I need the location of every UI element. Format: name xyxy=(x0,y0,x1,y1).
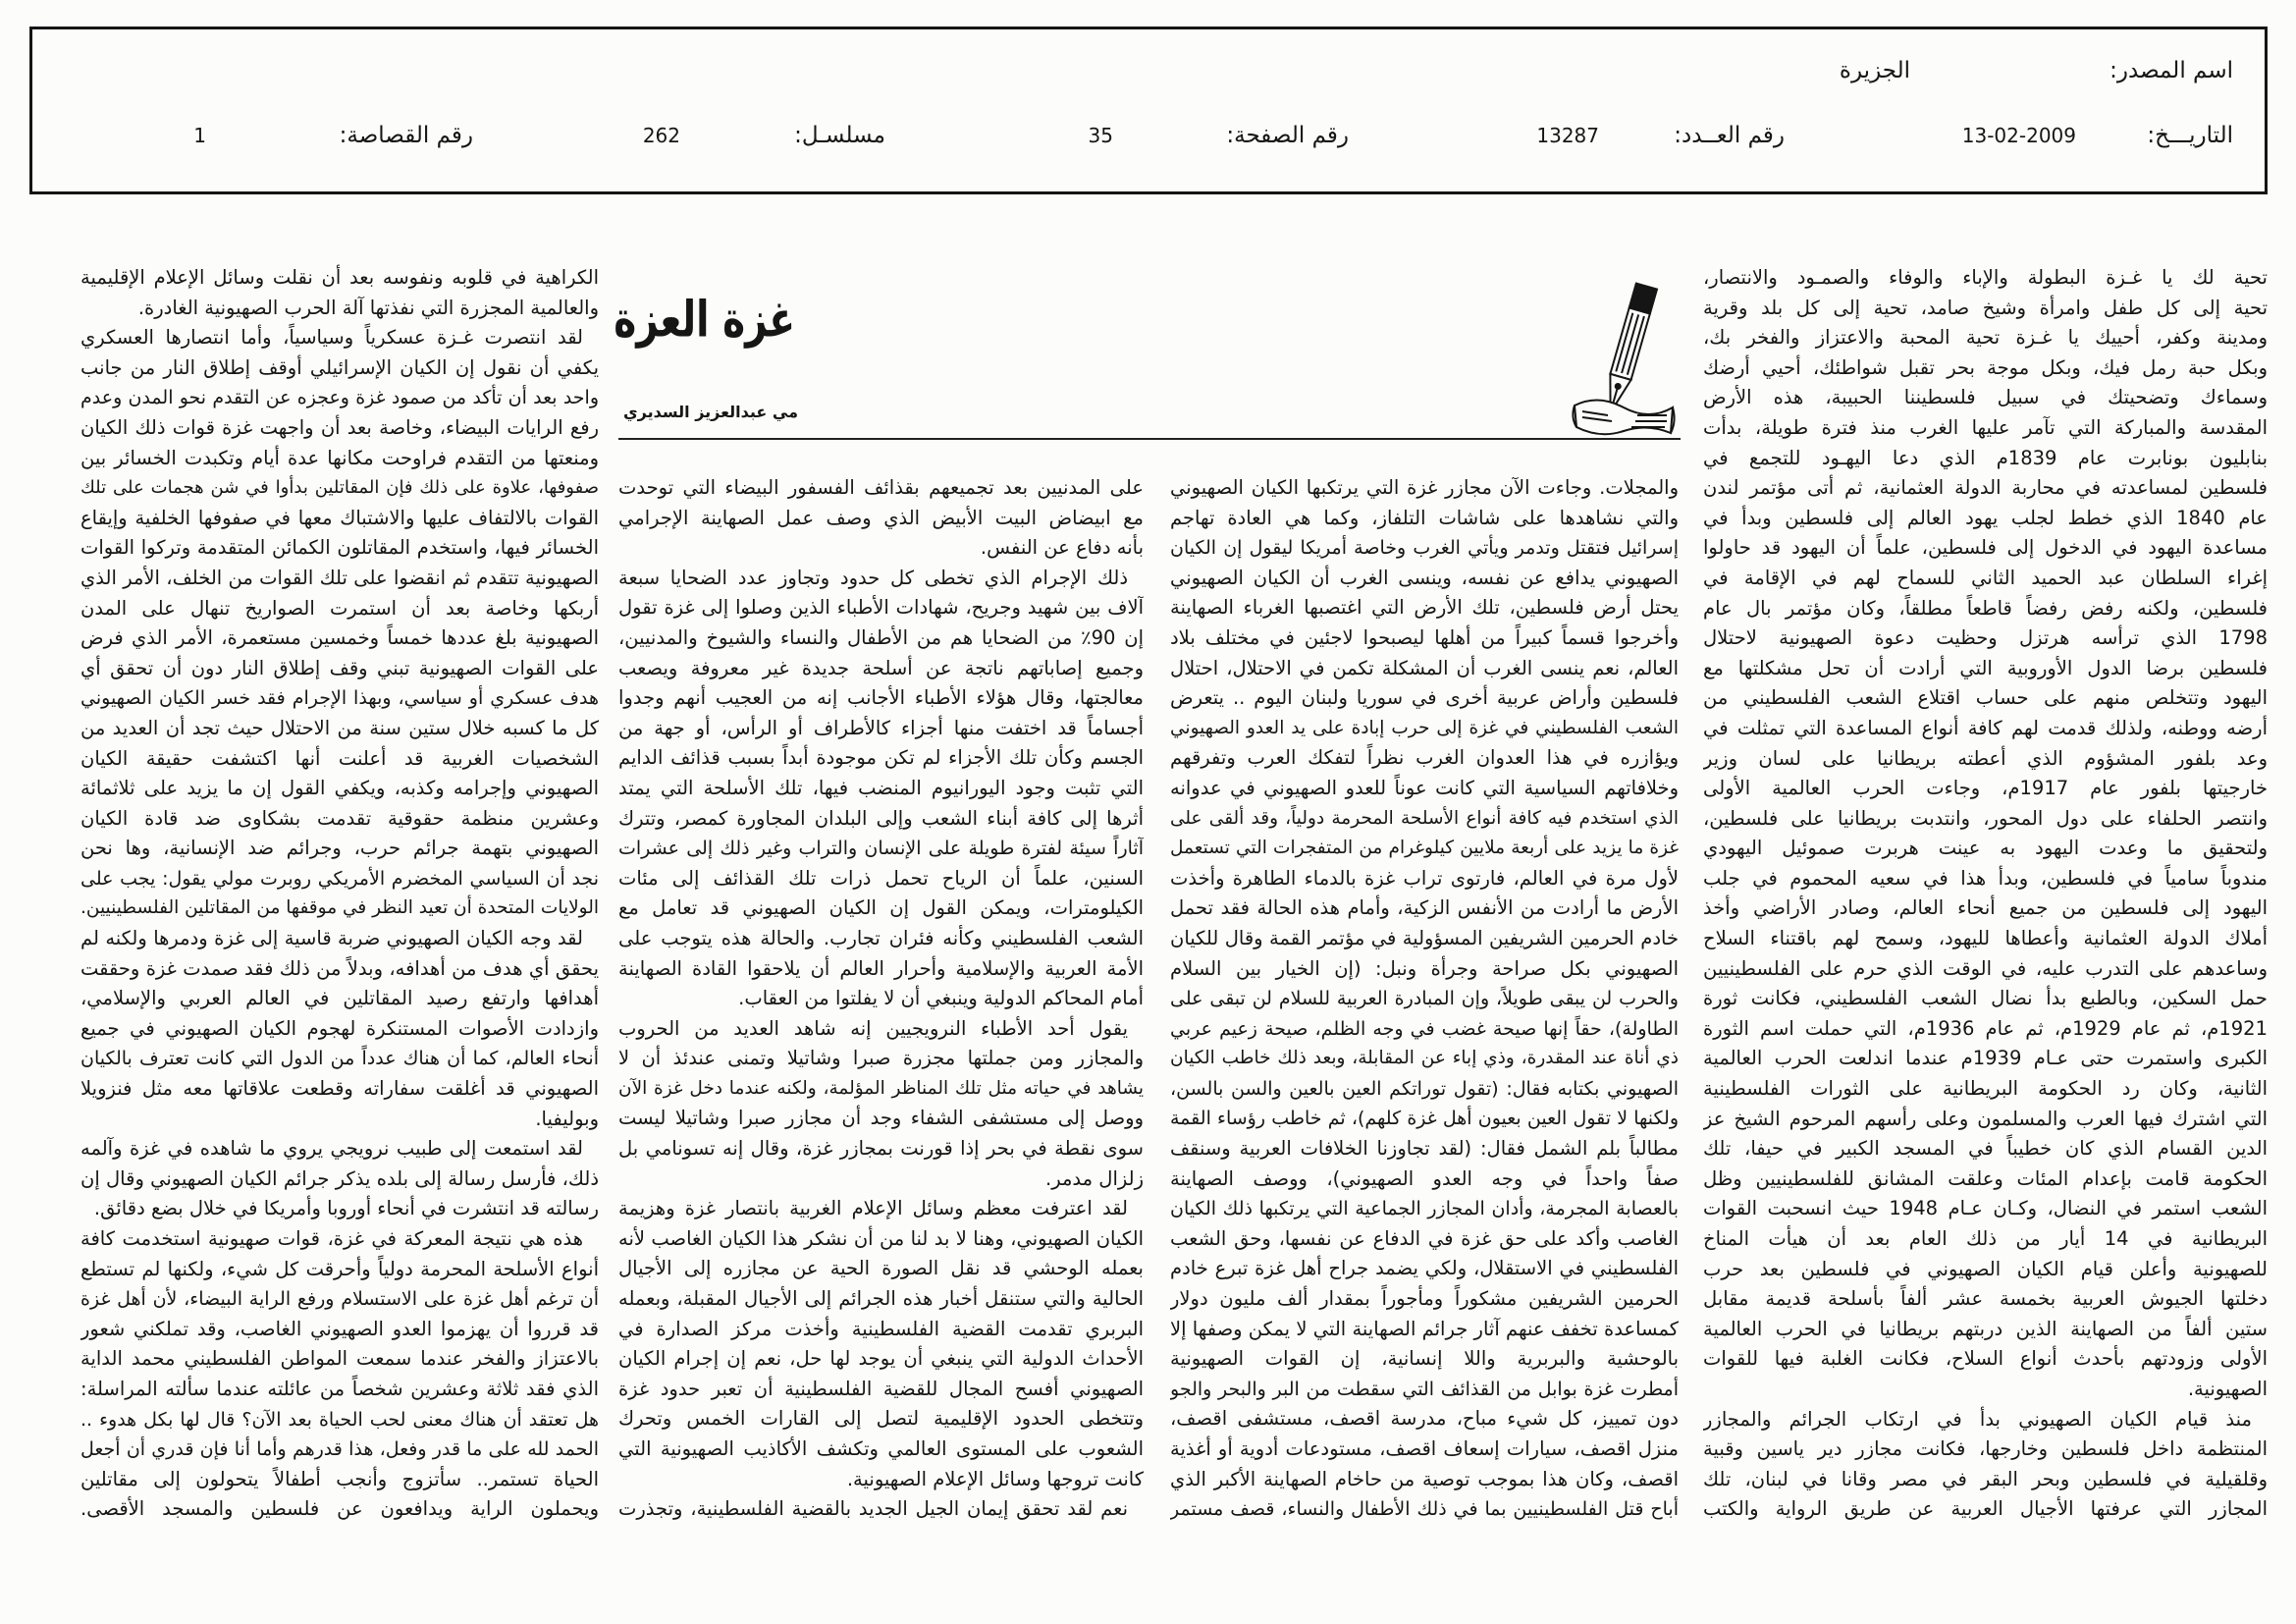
text-line: الشخصيات الغربية قد أعلنت أنها اكتشفت حقيقة الكيان xyxy=(80,746,599,770)
text-line: الطاولة)، حقاً إنها صيحة غضب في وجه الظلم، صيحة زعيم عربي xyxy=(1170,1017,1679,1040)
text-line: لقد وجه الكيان الصهيوني ضربة قاسية إلى غزة ودمرها ولكنه لم xyxy=(80,927,583,950)
text-line: صفاً واحداً في وجه العدو الصهيوني)، ووصف الصهاينة xyxy=(1170,1166,1679,1190)
text-line: فلسطين برضا الدول الأوروبية التي أرادت أن تحل مشكلتها مع xyxy=(1703,656,2268,679)
text-line: هل تعتقد أن هناك معنى لحب الحياة بعد الآن؟ قال لها بكل هدوء .. xyxy=(80,1408,599,1431)
text-line: وجميع إصاباتهم ناتجة عن أسلحة جديدة غير معروفة ويصعب xyxy=(618,656,1144,679)
text-line: فلسطين وأراض عربية أخرى في سوريا ولبنان اليوم .. يتعرض xyxy=(1170,686,1679,710)
text-line: بنابليون بونابرت عام 1839م الذي دعا اليهـود للتجمع في xyxy=(1703,446,2268,469)
text-line: المجازر التي عرفتها الأجيال العربية عن طريق الرواية والكتب xyxy=(1703,1497,2268,1521)
text-line: منزل اقصف، سيارات إسعاف اقصف، مستودعات أدوية أو أغذية xyxy=(1170,1437,1679,1460)
text-line: هذه هي نتيجة المعركة في غزة، قوات صهيونية استخدمت كافة xyxy=(80,1227,583,1250)
text-line: دخلتها الجيوش العربية بخمسة عشر ألفاً بأسلحة قديمة مقابل xyxy=(1703,1287,2268,1311)
text-line: مطالباً بلم الشمل فقال: (لقد تجاوزنا الخلافات العربية وسنقف xyxy=(1170,1137,1679,1161)
text-line: أباح قتل الفلسطينيين بما في ذلك الأطفال والنساء، قصف مستمر xyxy=(1170,1498,1679,1521)
text-line: الذي فقد ثلاثة وعشرين شخصاً من عائلته عندما سألته المراسلة: xyxy=(80,1377,599,1400)
text-line: الصهيوني قد أغلقت سفاراته وقطعت علاقاتها معه مثل فنزويلا xyxy=(80,1077,599,1101)
text-line: والمجازر ومن جملتها مجزرة صبرا وشاتيلا وتمنى عندئذ أن لا xyxy=(618,1047,1144,1070)
text-line: الصهيوني يدافع عن نفسه، وينسى الغرب أن الكيان الصهيوني xyxy=(1170,566,1679,589)
text-line: لقد استمعت إلى طبيب نرويجي يروي ما شاهده في غزة وآلمه xyxy=(80,1137,583,1161)
text-line: الكبرى واستمرت حتى عـام 1939م عندما اندلعت الحرب العالمية xyxy=(1703,1047,2268,1070)
text-line: قد قرروا أن يهزموا العدو الصهيوني الغاصب، وقد تملكني شعور xyxy=(80,1317,599,1340)
text-line: أثرها إلى كافة أبناء الشعب وإلى البلدان المجاورة كمصر، وتترك xyxy=(618,806,1144,830)
text-line: غزة ما يزيد على أربعة ملايين كيلوغرام من المتفجرات التي تستعمل xyxy=(1170,838,1679,859)
text-line: خارجيتها بلفور عام 1917م، وجاءت الحرب العالمية الأولى xyxy=(1703,777,2268,800)
text-line: الكيان الصهيوني، وهنا لا بد لنا من أن نشكر هذا الكيان الغاصب لأنه xyxy=(618,1226,1144,1250)
text-line: نعم لقد تحقق إيمان الجيل الجديد بالقضية الفلسطينية، وتجذرت xyxy=(618,1497,1128,1521)
text-line: الولايات المتحدة أن تعيد النظر في موقفها من المقاتلين الفلسطينيين. xyxy=(80,897,599,919)
paragraph xyxy=(618,1014,1144,1195)
text-line: الحمد لله على ما قدر وفعل، هذا قدرهم وأما أنا فإن قدري أن أجعل xyxy=(80,1438,599,1461)
text-line: الكيلومترات، ويمكن القول إن الكيان الصهيوني قد تعامل مع xyxy=(618,896,1144,920)
paragraph xyxy=(80,263,599,323)
date-label: التاريـــخ: xyxy=(2147,123,2233,148)
text-line: أجساماً قد اختفت منها أجزاء كالأطراف أو الرأس، أو جهة من xyxy=(618,716,1144,739)
column-4 xyxy=(80,263,599,1525)
text-line: الأحداث الدولية التي ينبغي أن يوجد لها حل، نعم إن إجرام الكيان xyxy=(618,1347,1144,1371)
text-line: الحياة تستمر.. سأتزوج وأنجب أطفالاً يتحولون إلى مقاتلين xyxy=(80,1467,599,1490)
text-line: نجد أن السياسي المخضرم الأمريكي روبرت مولي يقول: يجب على xyxy=(80,867,599,890)
text-line: أنحاء العالم، كما أن هناك عدداً من الدول التي كانت تعترف بالكيان xyxy=(80,1048,599,1070)
page-label: رقم الصفحة: xyxy=(1226,123,1349,148)
text-line: الأرض ما أرادت من الأنفس الزكية، وأمام هذه الحالة فقد تحمل xyxy=(1170,896,1679,920)
text-line: لأول مرة في العالم، فارتوى تراب غزة بالدماء الطاهرة وأخذت xyxy=(1170,866,1679,890)
text-line: ذلك، فأرسل رسالة إلى بلده يذكر جرائم الكيان الصهيوني وقال إن xyxy=(80,1166,599,1190)
text-line: صفوفها، علاوة على ذلك فإن المقاتلين بدأوا في شن هجمات على تلك xyxy=(80,477,599,499)
text-line: 1921م، ثم عام 1929م، ثم عام 1936م، التي حملت اسم الثورة xyxy=(1703,1016,2268,1040)
text-line: الثانية، وكان رد الحكومة البريطانية على الثورات الفلسطينية xyxy=(1703,1077,2268,1101)
text-line: المقدسة والمباركة التي تآمر عليها الغرب منذ فترة طويلة، بدأت xyxy=(1703,415,2268,439)
source-name: الجزيرة xyxy=(1839,58,1910,83)
text-line: الشعب الفلسطيني وكأنه فئران تجارب. والحالة هذه يتوجب على xyxy=(618,926,1144,949)
text-line: منذ قيام الكيان الصهيوني بدأ في ارتكاب الجرائم والمجازر xyxy=(1703,1407,2252,1431)
text-line: وسماءك وتضحيتك في سبيل فلسطيننا الحبيبة، هذه الأرض xyxy=(1703,386,2268,409)
text-line: بالوحشية والبربرية واللا إنسانية، إن القوات الصهيونية xyxy=(1170,1347,1679,1371)
paragraph xyxy=(618,1494,1144,1525)
title-divider xyxy=(618,438,1681,440)
column-2 xyxy=(1170,473,1679,1525)
text-line: يشاهد في حياته مثل تلك المناظر المؤلمة، ولكنه عندما دخل غزة الآن xyxy=(618,1077,1144,1099)
text-line: ويؤازره في هذا العدوان الغرب نظراً لتفكك العرب وتفرقهم xyxy=(1170,746,1679,770)
text-line: التي اشترك فيها العرب والمسلمون وعلى رأسهم المرحوم الشيخ عز xyxy=(1703,1107,2268,1130)
text-line: وبكل حبة رمل فيك، وبكل موجة بحر تقبل شواطئك، أحيي أرضك xyxy=(1703,355,2268,379)
text-line: والمجلات. وجاءت الآن مجازر غزة التي يرتكبها الكيان الصهيوني xyxy=(1170,476,1679,499)
text-line: الغاصب وأكد على حق غزة في الدفاع عن نفسها، وحق الشعب xyxy=(1170,1226,1679,1250)
text-line: ولكنها لا تقول العين بعيون أهل غزة كلهم)، ثم خاطب رؤساء القمة xyxy=(1170,1108,1679,1130)
column-3 xyxy=(618,473,1144,1525)
text-line: وعد بلفور المشؤوم الذي أعطته بريطانيا على لسان وزير xyxy=(1703,746,2268,770)
text-line: حمل السكين، وبالطبع بدأ نضال الشعب الفلسطيني، فكانت ثورة xyxy=(1703,987,2268,1010)
text-line: الصهيوني أفسح المجال للقضية الفلسطينية أن تعبر حدود غزة xyxy=(618,1377,1144,1400)
text-line: تحية إلى كل طفل وامرأة وشيخ صامد، تحية إلى كل بلد وقرية xyxy=(1703,296,2268,319)
text-line: الشعب استمر في النضال، وكـان عـام 1948 حيث انسحبت القوات xyxy=(1703,1197,2268,1220)
text-line: بالعصابة المجرمة، وأدان المجازر الجماعية التي يرتكبها ذلك الكيان xyxy=(1170,1198,1679,1220)
text-line: الأولى وزودتهم بأحدث أنواع السلاح، فكانت الغلبة فيها للقوات xyxy=(1703,1347,2268,1371)
text-line: وتتخطى الحدود الإقليمية لتصل إلى القارات الخمس وتحرك xyxy=(618,1407,1144,1431)
text-line: كل ما كسبه خلال ستين سنة من الاحتلال حيث تجد أن العديد من xyxy=(80,716,599,739)
text-line: فلسطين لمساعدته في محاربة الدولة العثمانية، ثم أتى مؤتمر لندن xyxy=(1703,476,2268,500)
pen-icon xyxy=(1569,278,1679,437)
text-line: وقلقيلية في فلسطين وبحر البقر في مصر وقانا في لبنان، تلك xyxy=(1703,1467,2268,1490)
text-line: ولتحقيق ما وعدت اليهود به عينت هربرت صموئيل اليهودي xyxy=(1703,837,2268,860)
text-line: الصهيونية. xyxy=(2187,1377,2268,1400)
serial-label: مسلسـل: xyxy=(794,123,885,148)
text-line: آثاراً سيئة لفترة طويلة على الإنسان والتراب وغير ذلك إلى عشرات xyxy=(618,838,1144,860)
text-line: رفع الرايات البيضاء، وخاصة بعد أن واجهت غزة قوات ذلك الكيان xyxy=(80,415,599,439)
article-title: غزة العزة xyxy=(614,292,795,350)
text-line: التي تثبت وجود اليورانيوم المنضب فيها، تلك الأسلحة التي يمتد xyxy=(618,776,1144,799)
text-line: الصهيوني بكتابه فقال: (تقول توراتكم العين بالعين والسن بالسن، xyxy=(1170,1077,1679,1100)
text-line: ومنعتها من التقدم فراوحت مكانها عدة أيام وتكبدت الخسائر بين xyxy=(80,446,599,469)
text-line: القوات بالالتفاف عليها والاشتباك معها في صفوفها الخلفية وإيقاع xyxy=(80,506,599,529)
text-line: فلسطين، ولكنه رفض رفضاً قاطعاً مطلقاً، وكان مؤتمر بال عام xyxy=(1703,596,2268,620)
text-line: الصهيوني وإجرامه وكذبه، ويكفي القول إن ما يزيد على ثلاثمائة xyxy=(80,777,599,800)
text-line: وخلافاتهم السياسية التي كانت عوناً للعدو الصهيوني في عدوانه xyxy=(1170,776,1679,799)
page-value: 35 xyxy=(1088,124,1113,147)
text-line: أن ترغم أهل غزة على الاستسلام ورفع الراية البيضاء، لأن أهل غزة xyxy=(80,1288,599,1311)
source-info-box xyxy=(29,27,2268,194)
text-line: خادم الحرمين الشريفين المسؤولية في مؤتمر القمة وقال للكيان xyxy=(1170,926,1679,949)
text-line: هدف عسكري أو سياسي، وبهذا الإجرام فقد خسر الكيان الصهيوني xyxy=(80,687,599,710)
column-1 xyxy=(1703,263,2268,1525)
text-line: ووصل إلى مستشفى الشفاء وجد أن مجازر صبرا وشاتيلا ليست xyxy=(618,1107,1144,1130)
text-line: مندوباً سامياً في فلسطين، وبدأ هذا في سعيه المحموم في جلب xyxy=(1703,866,2268,890)
paragraph xyxy=(618,564,1144,1014)
text-line: البربري تقدمت القضية الفلسطينية وأخذت مركز الصدارة في xyxy=(618,1317,1144,1340)
text-line: السنين، علماً أن الرياح تحمل ذرات تلك القذائف إلى مئات xyxy=(618,866,1144,890)
text-line: للصهيونية وأعلن قيام الكيان الصهيوني في فلسطين بعد حرب xyxy=(1703,1257,2268,1280)
text-line: زلزال مدمر. xyxy=(1045,1166,1144,1190)
text-line: وانتصر الحلفاء على دول المحور، وانتدبت بريطانيا على فلسطين، xyxy=(1703,806,2268,830)
text-line: ويحملون الراية ويدافعون عن فلسطين والمسجد الأقصى. xyxy=(80,1497,599,1521)
text-line: الصهيوني بتهمة جرائم حرب، وجرائم ضد الإنسانية، وها نحن xyxy=(80,837,599,860)
text-line: مساعدة اليهود في الدخول إلى فلسطين، علماً أن اليهود قد حاولوا xyxy=(1703,536,2268,560)
text-line: يحقق أي هدف من أهدافه، وبدلاً من ذلك فقد صمدت غزة وحققت xyxy=(80,956,599,980)
text-line: ذلك الإجرام الذي تخطى كل حدود وتجاوز عدد الضحايا سبعة xyxy=(618,566,1128,589)
text-line: كانت تروجها وسائل الإعلام الصهيونية. xyxy=(846,1467,1144,1490)
text-line: أرضه ووطنه، ولذلك قدمت لهم كافة أنواع المساعدة التي تمثلت في xyxy=(1703,716,2268,739)
text-line: الخسائر فيها، واستخدم المقاتلون الكمائن المتقدمة وتركوا القوات xyxy=(80,536,599,560)
text-line: اليهود إلى فلسطين من جميع أنحاء العالم، وصادر الأراضي وأخذ xyxy=(1703,896,2268,920)
text-line: على المدنيين بعد تجميعهم بقذائف الفسفور البيضاء التي توحدت xyxy=(618,476,1144,499)
paragraph xyxy=(80,323,599,924)
text-line: وازدادت الأصوات المستنكرة لهجوم الكيان الصهيوني في جميع xyxy=(80,1016,599,1040)
text-line: بأنه دفاع عن النفس. xyxy=(980,536,1144,560)
text-line: ستين ألفاً من الصهاينة الذين دربتهم بريطانيا في الحرب العالمية xyxy=(1703,1317,2268,1340)
text-line: الدين القسام الذي كان خطيباً في المسجد الكبير في حيفا، تلك xyxy=(1703,1137,2268,1161)
text-line: الحالية والتي ستنقل أخبار هذه الجرائم إلى الأجيال المقبلة، وبعمله xyxy=(618,1287,1144,1311)
text-line: دون تمييز، كل شيء مباح، مدرسة اقصف، مستشفى اقصف، xyxy=(1170,1407,1679,1431)
issue-label: رقم العــدد: xyxy=(1674,123,1785,148)
text-line: الشعب الفلسطيني في غزة إلى حرب إبادة على يد العدو الصهيوني xyxy=(1170,717,1679,738)
text-line: كمساعدة تخفف عنهم آثار جرائم الصهاينة التي لا يمكن وصفها إلا xyxy=(1170,1317,1679,1340)
text-line: سوى نقطة في بحر إذا قورنت بمجازر غزة، وقال إنه تسونامي بل xyxy=(618,1137,1144,1161)
text-line: رسالته قد انتشرت في أنحاء أوروبا وأمريكا في خلال بضع دقائق. xyxy=(93,1197,599,1220)
text-line: 1798 الذي ترأسه هرتزل وحظيت دعوة الصهيونية لاحتلال xyxy=(1703,626,2268,650)
paragraph xyxy=(1703,263,2268,1405)
text-line: إن 90٪ من الضحايا هم من الأطفال والنساء والشيوخ والمدنيين، xyxy=(618,625,1144,649)
issue-value: 13287 xyxy=(1536,124,1599,147)
text-line: يحتل أرض فلسطين، تلك الأرض التي اغتصبها الغرباء الصهاينة xyxy=(1170,596,1679,620)
text-line: الكراهية في قلوبه ونفوسه بعد أن نقلت وسائل الإعلام الإقليمية xyxy=(80,266,599,289)
text-line: عام 1840 الذي خطط لجلب يهود العالم إلى فلسطين وبدأ في xyxy=(1703,506,2268,529)
serial-value: 262 xyxy=(642,124,680,147)
text-line: وساعدهم على التدرب عليه، في الوقت الذي حرم على الفلسطينيين xyxy=(1703,956,2268,980)
text-line: آلاف بين شهيد وجريح، شهادات الأطباء الذين وصلوا إلى غزة تقول xyxy=(618,596,1144,620)
text-line: الأمة العربية والإسلامية وأحرار العالم أن يلاحقوا القادة الصهاينة xyxy=(618,956,1144,980)
text-line: بعمله الوحشي قد نقل الصورة الحية عن مجازره إلى الأجيال xyxy=(618,1257,1144,1280)
clip-label: رقم القصاصة: xyxy=(339,123,473,148)
text-line: الفلسطيني في الاستقلال، ولكي يضمد جراح أهل غزة تبرع خادم xyxy=(1170,1257,1679,1280)
text-line: بالاعتزاز والفخر عندما سمعت المواطن الفلسطيني محمد الداية xyxy=(80,1347,599,1371)
text-line: أمام المحاكم الدولية وينبغي أن لا يفلتوا من العقاب. xyxy=(738,987,1144,1010)
text-line: الشعوب على المستوى العالمي وتكشف الأكاذيب الصهيونية التي xyxy=(618,1437,1144,1460)
text-line: الحرمين الشريفين مشكوراً ومأجوراً بمقدار ألف مليون دولار xyxy=(1170,1287,1679,1311)
text-line: وبوليفيا. xyxy=(535,1107,599,1130)
text-line: الصهيونية تتقدم ثم انقضوا على تلك القوات من الخلف، الأمر الذي xyxy=(80,566,599,589)
text-line: على القوات الصهيونية تبني وقف إطلاق النار دون أن تحقق أي xyxy=(80,656,599,679)
text-line: يقول أحد الأطباء النرويجيين إنه شاهد العديد من الحروب xyxy=(618,1016,1128,1040)
text-line: وعشرين منظمة حقوقية تقدمت بشكاوى ضد قادة الكيان xyxy=(80,806,599,830)
article-byline: مي عبدالعزيز السديري xyxy=(622,403,798,421)
text-line: لقد اعترفت معظم وسائل الإعلام الغربية بانتصار غزة وهزيمة xyxy=(618,1197,1128,1220)
text-line: ومدينة وكفر، أحييك يا غـزة تحية المحبة والاعتزاز والفخر بك، xyxy=(1703,326,2268,350)
text-line: الجسم وكأن تلك الأجزاء لم تكن موجودة أبداً بسبب قذائف الدايم xyxy=(618,746,1144,770)
text-line: ذي أناة عند المقدرة، وذي إباء عن المقابلة، وبعد ذلك خاطب الكيان xyxy=(1170,1048,1679,1069)
text-line: والحرب لن يبقى طويلاً، وإن المبادرة العربية للسلام لن تبقى على xyxy=(1170,988,1679,1010)
text-line: معالجتها، وقال هؤلاء الأطباء الأجانب إنه من العجيب أنهم وجدوا xyxy=(618,686,1144,710)
text-line: الذي استخدم فيه كافة أنواع الأسلحة المحرمة دولياً، وقد ألقى على xyxy=(1170,807,1679,829)
text-line: العالم، نعم ينسى الغرب أن المشكلة تكمن في الاحتلال، احتلال xyxy=(1170,656,1679,679)
text-line: أملاك الدولة العثمانية وأعطاها لليهود، وسمح لهم باقتناء السلاح xyxy=(1703,927,2268,950)
text-line: والتي نشاهدها على شاشات التلفاز، وكما هي العادة تهاجم xyxy=(1170,506,1679,529)
clip-value: 1 xyxy=(193,124,206,147)
text-line: الحكومة قامت بإعدام المئات وعلقت المشانق للفلسطينيين وظل xyxy=(1703,1166,2268,1190)
text-line: إغراء السلطان عبد الحميد الثاني للسماح لهم في الإقامة في xyxy=(1703,566,2268,589)
text-line: واحد بعد أن تأكد من صمود غزة وعجزه عن التقدم نحو المدن وعدم xyxy=(80,387,599,409)
text-line: والعالمية المجزرة التي نفذتها آلة الحرب الصهيونية الغادرة. xyxy=(137,296,599,319)
date-value: 13-02-2009 xyxy=(1961,124,2076,147)
paragraph xyxy=(618,1194,1144,1494)
paragraph xyxy=(80,1134,599,1224)
text-line: أهدافها وارتفع رصيد المقاتلين في العالم العربي والإسلامي، xyxy=(80,987,599,1010)
text-line: إسرائيل فتقتل وتدمر ويأتي الغرب وخاصة أمريكا ليقول إن الكيان xyxy=(1170,537,1679,560)
paragraph xyxy=(1170,473,1679,1525)
text-line: يكفي أن نقول إن الكيان الإسرائيلي أوقف إطلاق النار من جانب xyxy=(80,355,599,379)
paragraph xyxy=(80,924,599,1134)
text-line: أربكها وخاصة بعد أن استمرت الصواريخ تنهال على المدن xyxy=(80,596,599,620)
text-line: وأخرجوا قسماً كبيراً من أهلها ليصبحوا لاجئين في مختلف بلاد xyxy=(1170,625,1679,649)
source-label: اسم المصدر: xyxy=(2109,58,2233,83)
text-line: الصهيوني بكل صراحة وجرأة ونبل: (إن الخيار بين السلام xyxy=(1170,956,1679,980)
text-line: تحية لك يا غـزة البطولة والإباء والوفاء والصمـود والانتصار، xyxy=(1703,266,2268,289)
text-line: اليهود وتتخلص منهم على حساب اقتلاع الشعب الفلسطيني من xyxy=(1703,686,2268,710)
text-line: اقصف، وكان هذا بموجب توصية من حاخام الصهاينة الأكبر الذي xyxy=(1170,1467,1679,1490)
text-line: المنتظمة داخل فلسطين وخارجها، فكانت مجازر دير ياسين وقبية xyxy=(1703,1437,2268,1461)
paragraph xyxy=(1703,1405,2268,1525)
paragraph xyxy=(80,1224,599,1525)
text-line: أمطرت غزة بوابل من القذائف التي سقطت من البر والبحر والجو xyxy=(1170,1378,1679,1400)
text-line: البريطانية في 14 أيار من ذلك العام بعد أن هيأت المناخ xyxy=(1703,1227,2268,1250)
paragraph xyxy=(618,473,1144,564)
text-line: أنواع الأسلحة المحرمة دولياً وأحرقت كل شيء، ولكنها لم تستطع xyxy=(80,1257,599,1280)
text-line: لقد انتصرت غـزة عسكرياً وسياسياً، وأما انتصارها العسكري xyxy=(80,326,583,350)
text-line: الصهيونية بلغ عددها خمساً وخمسين مستعمرة، الأمر الذي فرض xyxy=(80,626,599,650)
text-line: مع ابيضاض البيت الأبيض الذي وصف عمل الصهاينة الإجرامي xyxy=(618,506,1144,529)
